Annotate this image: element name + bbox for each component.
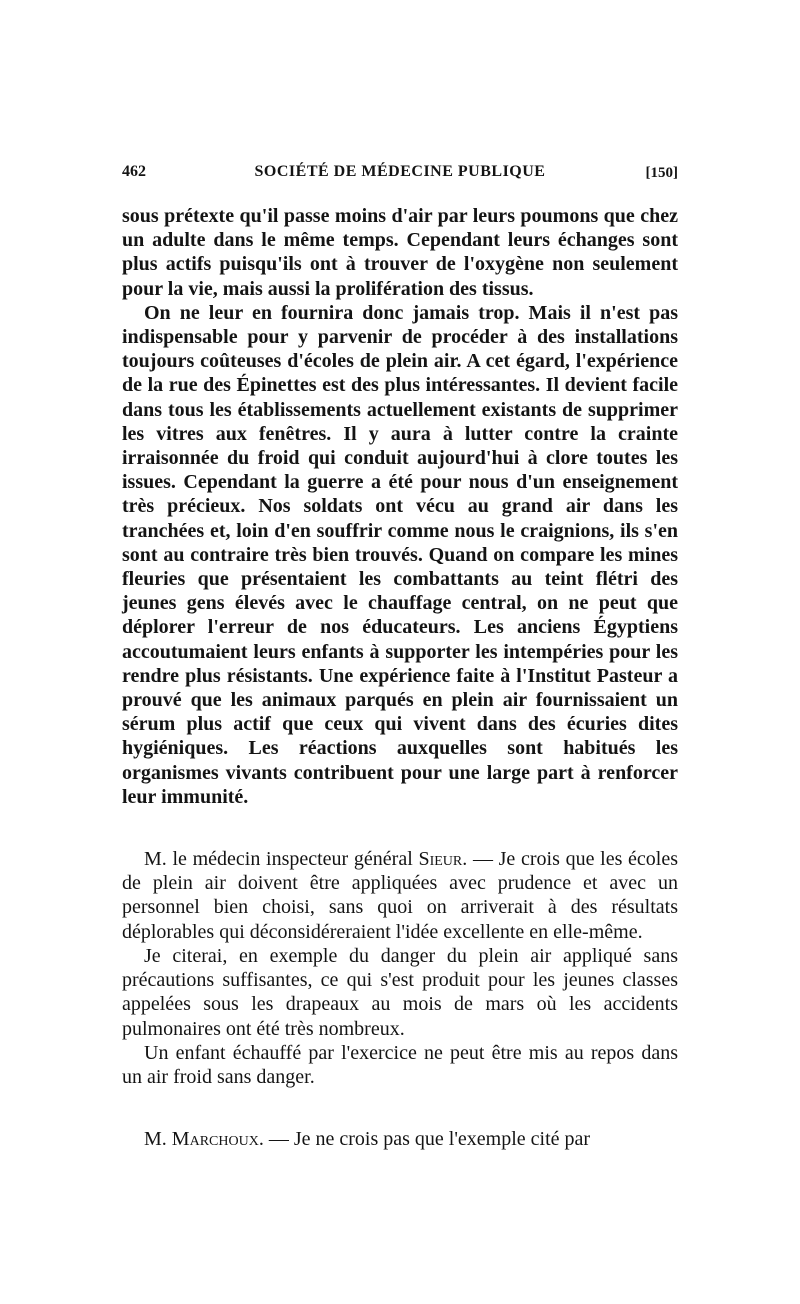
speaker-title: M. le médecin inspecteur général: [144, 848, 413, 871]
speaker-title: M.: [144, 1128, 167, 1151]
paragraph-open-air-schools: On ne leur en fournira donc jamais trop. Mais il n'est pas indispensable pour y parvenir de procéder à des installations toujours coûteuses d'écoles de plein air. A cet égard, l'expérience de la rue des Épinettes est des plus intéressantes. Il devient facile dans tous les établissements actuellement existants de supprimer les vitres aux fenêtres. Il y aura à lutter contre la crainte irraisonnée du froid qui conduit aujourd'hui à clore toutes les issues. Cependant la guerre a été pour nous d'un enseignement très précieux. Nos soldats ont vécu au grand air dans les tranchées et, loin d'en souffrir comme nous le craignions, ils s'en sont au contraire très bien trouvés. Quand on compare les mines fleuries que présentaient les combattants au teint flétri des jeunes gens élevés avec le chauffage central, on ne peut que déplorer l'erreur de nos éducateurs. Les anciens Égyptiens accoutumaient leurs enfants à supporter les intempéries pour les rendre plus résistants. Une expérience faite à l'Institut Pasteur a prouvé que les animaux parqués en plein air fournissaient un sérum plus actif que ceux qui vivent dans des écuries dites hygiéniques. Les réactions auxquelles sont habitués les organismes vivants contribuent pour une large part à renforcer leur immunité.: [122, 301, 678, 808]
paragraph-child-warning: Un enfant échauffé par l'exercice ne peut être mis au repos dans un air froid sans danger.: [122, 1041, 678, 1088]
page-header: [122, 163, 678, 187]
paragraph-danger-example: Je citerai, en exemple du danger du plein air appliqué sans précautions suffisantes, ce qui s'est produit pour les jeunes classes appelées sous les drapeaux au mois de mars où les accidents pulmonaires ont été très nombreux.: [122, 944, 678, 1040]
speech-text: . — Je crois que les écoles de plein air doivent être appliquées avec prudence et avec un personnel bien choisi, sans quoi on arriverait à des résultats déplorables qui déconsidéreraient l'idée excellente en elle-même.: [122, 848, 679, 943]
paragraph-sieur-intervention: [122, 847, 678, 944]
speaker-name: Marchoux: [171, 1128, 259, 1151]
paragraph-continuation: sous prétexte qu'il passe moins d'air par leurs poumons que chez un adulte dans le même temps. Cependant leurs échanges sont plus actifs puisqu'ils ont à trouver de l'oxygène non seulement pour la vie, mais aussi la prolifération des tissus.: [122, 205, 678, 300]
speech-text: . — Je ne crois pas que l'exemple cité par: [258, 1128, 591, 1151]
paragraph-marchoux-intervention: [122, 1127, 678, 1151]
page-body: [122, 204, 678, 1151]
running-title: SOCIÉTÉ DE MÉDECINE PUBLIQUE: [254, 163, 546, 180]
speaker-name: Sieur: [418, 848, 463, 871]
page-number: 462: [122, 163, 146, 180]
section-number: [150]: [645, 165, 678, 181]
